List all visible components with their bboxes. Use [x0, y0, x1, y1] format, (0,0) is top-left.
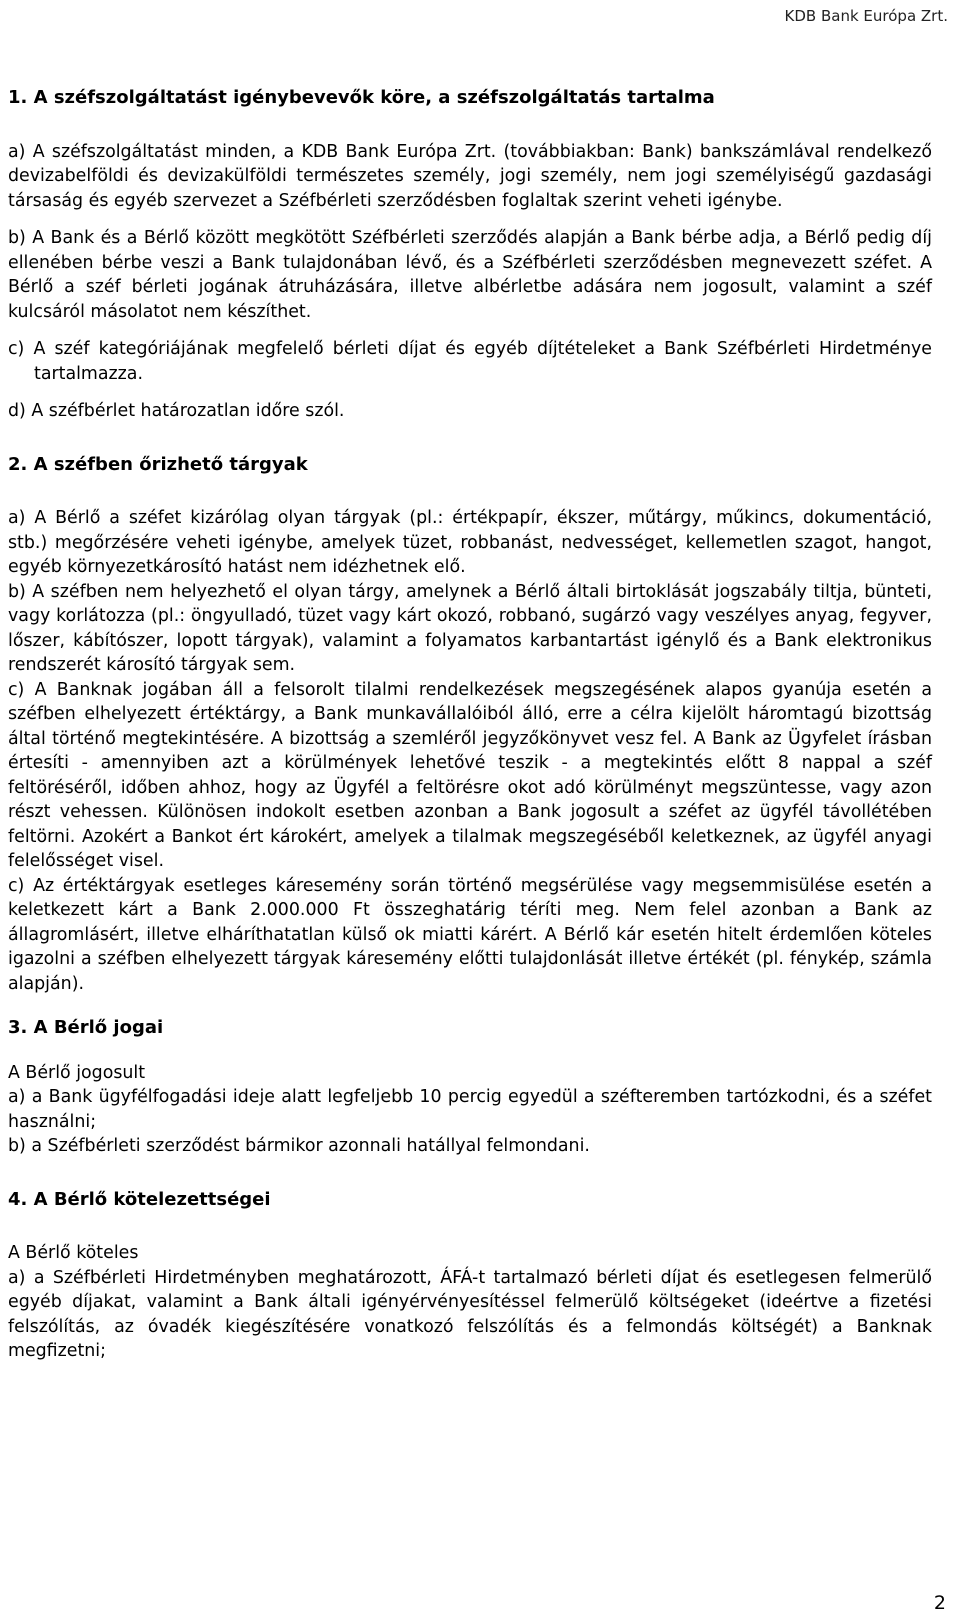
section-2-heading: 2. A széfben őrizhető tárgyak — [8, 453, 308, 475]
document-body — [8, 86, 932, 1364]
section-1-para-c: c) A széf kategóriájának megfelelő bérleti díjat és egyéb díjtételeket a Bank Széfbérleti Hirdetménye tartalmazza. — [8, 339, 932, 384]
section-4-heading: 4. A Bérlő kötelezettségei — [8, 1188, 271, 1210]
section-4-intro: A Bérlő köteles — [8, 1243, 139, 1263]
section-2-para-a: a) A Bérlő a széfet kizárólag olyan tárgyak (pl.: értékpapír, ékszer, műtárgy, műkincs, dokumentáció, stb.) megőrzésére veheti igénybe, amelyek tüzet, robbanást, nedvességet, kellemetlen szagot, hangot, egyéb környezetkárosító hatást nem idézhetnek elő. — [8, 508, 932, 577]
section-3-intro: A Bérlő jogosult — [8, 1062, 146, 1083]
section-3-heading: 3. A Bérlő jogai — [8, 1017, 164, 1038]
section-1-heading: 1. A széfszolgáltatást igénybevevők köre, a széfszolgáltatás tartalma — [8, 87, 715, 108]
section-1-para-a: a) A széfszolgáltatást minden, a KDB Bank Európa Zrt. (továbbiakban: Bank) bankszámlával rendelkező devizabelföldi és devizakülföldi természetes személy, jogi személy, nem jogi személyiségű gazdasági társaság és egyéb szervezet a Széfbérleti szerződésben foglaltak szerint veheti igénybe. — [8, 141, 932, 211]
section-2-para-b: b) A széfben nem helyezhető el olyan tárgy, amelynek a Bérlő általi birtoklását jogszabály tiltja, bünteti, vagy korlátozza (pl.: öngyulladó, tüzet vagy kárt okozó, robbanó, sugárzó vagy veszélyes anyag, fegyver, lőszer, kábítószer, lopott tárgyak), valamint a folyamatos karbantartást igénylő és a Bank elektronikus rendszerét károsító tárgyak sem. — [8, 581, 932, 675]
page-number: 2 — [933, 1592, 946, 1614]
section-3-para-b: b) a Széfbérleti szerződést bármikor azonnali hatállyal felmondani. — [8, 1136, 590, 1156]
section-3-para-a: a) a Bank ügyfélfogadási ideje alatt legfeljebb 10 percig egyedül a széfteremben tartózkodni, és a széfet használni; — [8, 1087, 932, 1132]
section-2-para-c1: c) A Banknak jogában áll a felsorolt tilalmi rendelkezések megszegésének alapos gyanúja esetén a széfben elhelyezett értéktárgy, a Bank munkavállalóiból álló, erre a célra kijelölt háromtagú bizottság által történő megtekintésére. A bizottság a szemléről jegyzőkönyvet vesz fel. A Bank az Ügyfelet írásban értesíti - amennyiben azt a körülmények lehetővé teszik - a megtekintés előtt 8 nappal a széf feltöréséről, időben ahhoz, hogy az Ügyfél a feltörésre okot adó körülményt megszüntesse, vagy azon részt vehessen. Különösen indokolt esetben azonban a Bank jogosult a széfet az ügyfél távollétében feltörni. Azokért a Bankot ért károkért, amelyek a tilalmak megszegéséből keletkeznek, az ügyfél anyagi felelősséget visel. — [8, 679, 932, 871]
page-header: KDB Bank Európa Zrt. — [784, 7, 948, 25]
section-1-para-d: d) A széfbérlet határozatlan időre szól. — [8, 401, 345, 421]
section-2-para-c2: c) Az értéktárgyak esetleges káresemény során történő megsérülése vagy megsemmisülése esetén a keletkezett kárt a Bank 2.000.000 Ft összeghatárig téríti meg. Nem felel azonban a Bank az állagromlásért, illetve elháríthatatlan külső ok miatti kárért. A Bérlő kár esetén hitelt érdemlően köteles igazolni a széfben elhelyezett tárgyak káresemény előtti tulajdonlását illetve értékét (pl. fénykép, számla alapján). — [8, 875, 932, 994]
section-1-para-b: b) A Bank és a Bérlő között megkötött Széfbérleti szerződés alapján a Bank bérbe adja, a Bérlő pedig díj ellenében bérbe veszi a Bank tulajdonában lévő, és a Széfbérleti szerződésben megnevezett széfet. A Bérlő a széf bérleti jogának átruházására, illetve albérletbe adására nem jogosult, valamint a széf kulcsáról másolatot nem készíthet. — [8, 228, 932, 322]
section-4-para-a: a) a Széfbérleti Hirdetményben meghatározott, ÁFÁ-t tartalmazó bérleti díjat és esetlegesen felmerülő egyéb díjakat, valamint a Bank általi igényérvényesítéssel felmerülő költségeket (ideértve a fizetési felszólítás, az óvadék kiegészítésére vonatkozó felszólítás és a felmondás költségét) a Banknak megfizetni; — [8, 1267, 932, 1361]
